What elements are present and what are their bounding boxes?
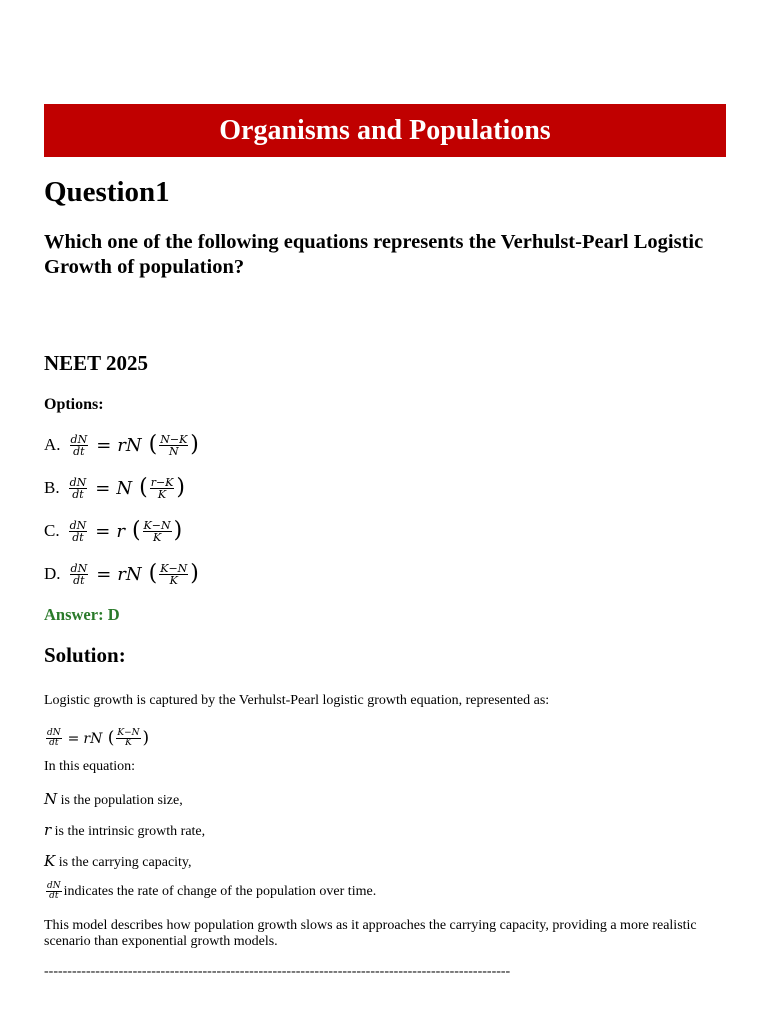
rhs-denominator: K: [157, 487, 167, 501]
options-label: Options:: [44, 396, 104, 413]
option-equation: $\frac{dN}{dt}$ = rN ( $\frac{K-N}{K}$ ): [70, 561, 199, 587]
lhs-numerator: dN: [70, 561, 88, 575]
lhs-denominator: dt: [73, 573, 85, 587]
definition-text: indicates the rate of change of the population over time.: [63, 883, 377, 899]
rhs-denominator: K: [169, 573, 178, 587]
rhs-numerator: K−N: [160, 561, 188, 575]
definition-r: [44, 821, 205, 840]
option-equation: $\frac{dN}{dt}$ = rN ( $\frac{N-K}{N}$ ): [70, 432, 199, 458]
solution-conclusion: This model describes how population growth slows as it approaches the carrying capacity, providing a more realistic scenario than exponential growth models.: [44, 918, 697, 949]
rhs-coefficient: rN: [117, 434, 142, 456]
option-letter: C.: [44, 521, 60, 540]
symbol: K: [44, 852, 56, 870]
section-title: Organisms and Populations: [219, 114, 551, 146]
solution-heading: Solution:: [44, 643, 126, 667]
definition-text: is the carrying capacity,: [55, 855, 192, 870]
symbol: r: [44, 821, 52, 839]
rhs-coefficient: rN: [117, 563, 142, 585]
rhs-coefficient: N: [116, 477, 133, 499]
solution-equation: $\frac{dN}{dt}$ = rN ( $\frac{K-N}{K}$ ): [47, 728, 150, 748]
option-c: [44, 511, 199, 551]
divider-line: ----------------------------------------------------------------------------------------------------: [44, 964, 511, 979]
option-d: [44, 554, 199, 594]
answer-label: Answer: D: [44, 605, 120, 624]
question-text: Which one of the following equations represents the Verhulst-Pearl Logistic Growth of population?: [44, 231, 704, 278]
in-equation-text: In this equation:: [44, 759, 135, 774]
rhs-numerator: K−N: [143, 518, 171, 532]
question-number: Question1: [44, 176, 170, 208]
lhs-denominator: dt: [49, 738, 59, 748]
rhs-coefficient: rN: [83, 730, 103, 747]
definition-n: [44, 790, 183, 809]
lhs-denominator: dt: [72, 487, 84, 501]
option-letter: A.: [44, 435, 61, 454]
rhs-denominator: N: [168, 444, 179, 458]
rhs-numerator: K−N: [117, 728, 140, 738]
definition-rate: [44, 882, 376, 901]
lhs-numerator: dN: [47, 728, 61, 738]
rate-numerator: dN: [47, 881, 61, 891]
option-letter: D.: [44, 564, 61, 583]
option-equation: $\frac{dN}{dt}$ = N ( $\frac{r-K}{K}$ ): [69, 475, 185, 501]
option-equation: $\frac{dN}{dt}$ = r ( $\frac{K-N}{K}$ ): [69, 518, 183, 544]
definition-text: is the intrinsic growth rate,: [51, 824, 206, 839]
solution-intro: Logistic growth is captured by the Verhulst-Pearl logistic growth equation, represented as:: [44, 693, 550, 708]
rhs-denominator: K: [125, 738, 132, 748]
section-banner: [44, 104, 726, 157]
options-list: [44, 425, 199, 594]
lhs-numerator: dN: [69, 518, 87, 532]
option-b: [44, 468, 199, 508]
lhs-denominator: dt: [72, 530, 84, 544]
definition-text: is the population size,: [57, 793, 183, 808]
rhs-numerator: N−K: [160, 432, 188, 446]
definition-k: [44, 852, 192, 871]
option-letter: B.: [44, 478, 60, 497]
exam-label: NEET 2025: [44, 351, 149, 375]
lhs-numerator: dN: [70, 432, 88, 446]
symbol: N: [44, 790, 58, 808]
lhs-numerator: dN: [69, 475, 87, 489]
option-a: [44, 425, 199, 465]
rate-denominator: dt: [49, 891, 59, 901]
rhs-denominator: K: [152, 530, 162, 544]
rhs-coefficient: r: [116, 520, 125, 542]
rhs-numerator: r−K: [150, 475, 174, 489]
lhs-denominator: dt: [73, 444, 85, 458]
